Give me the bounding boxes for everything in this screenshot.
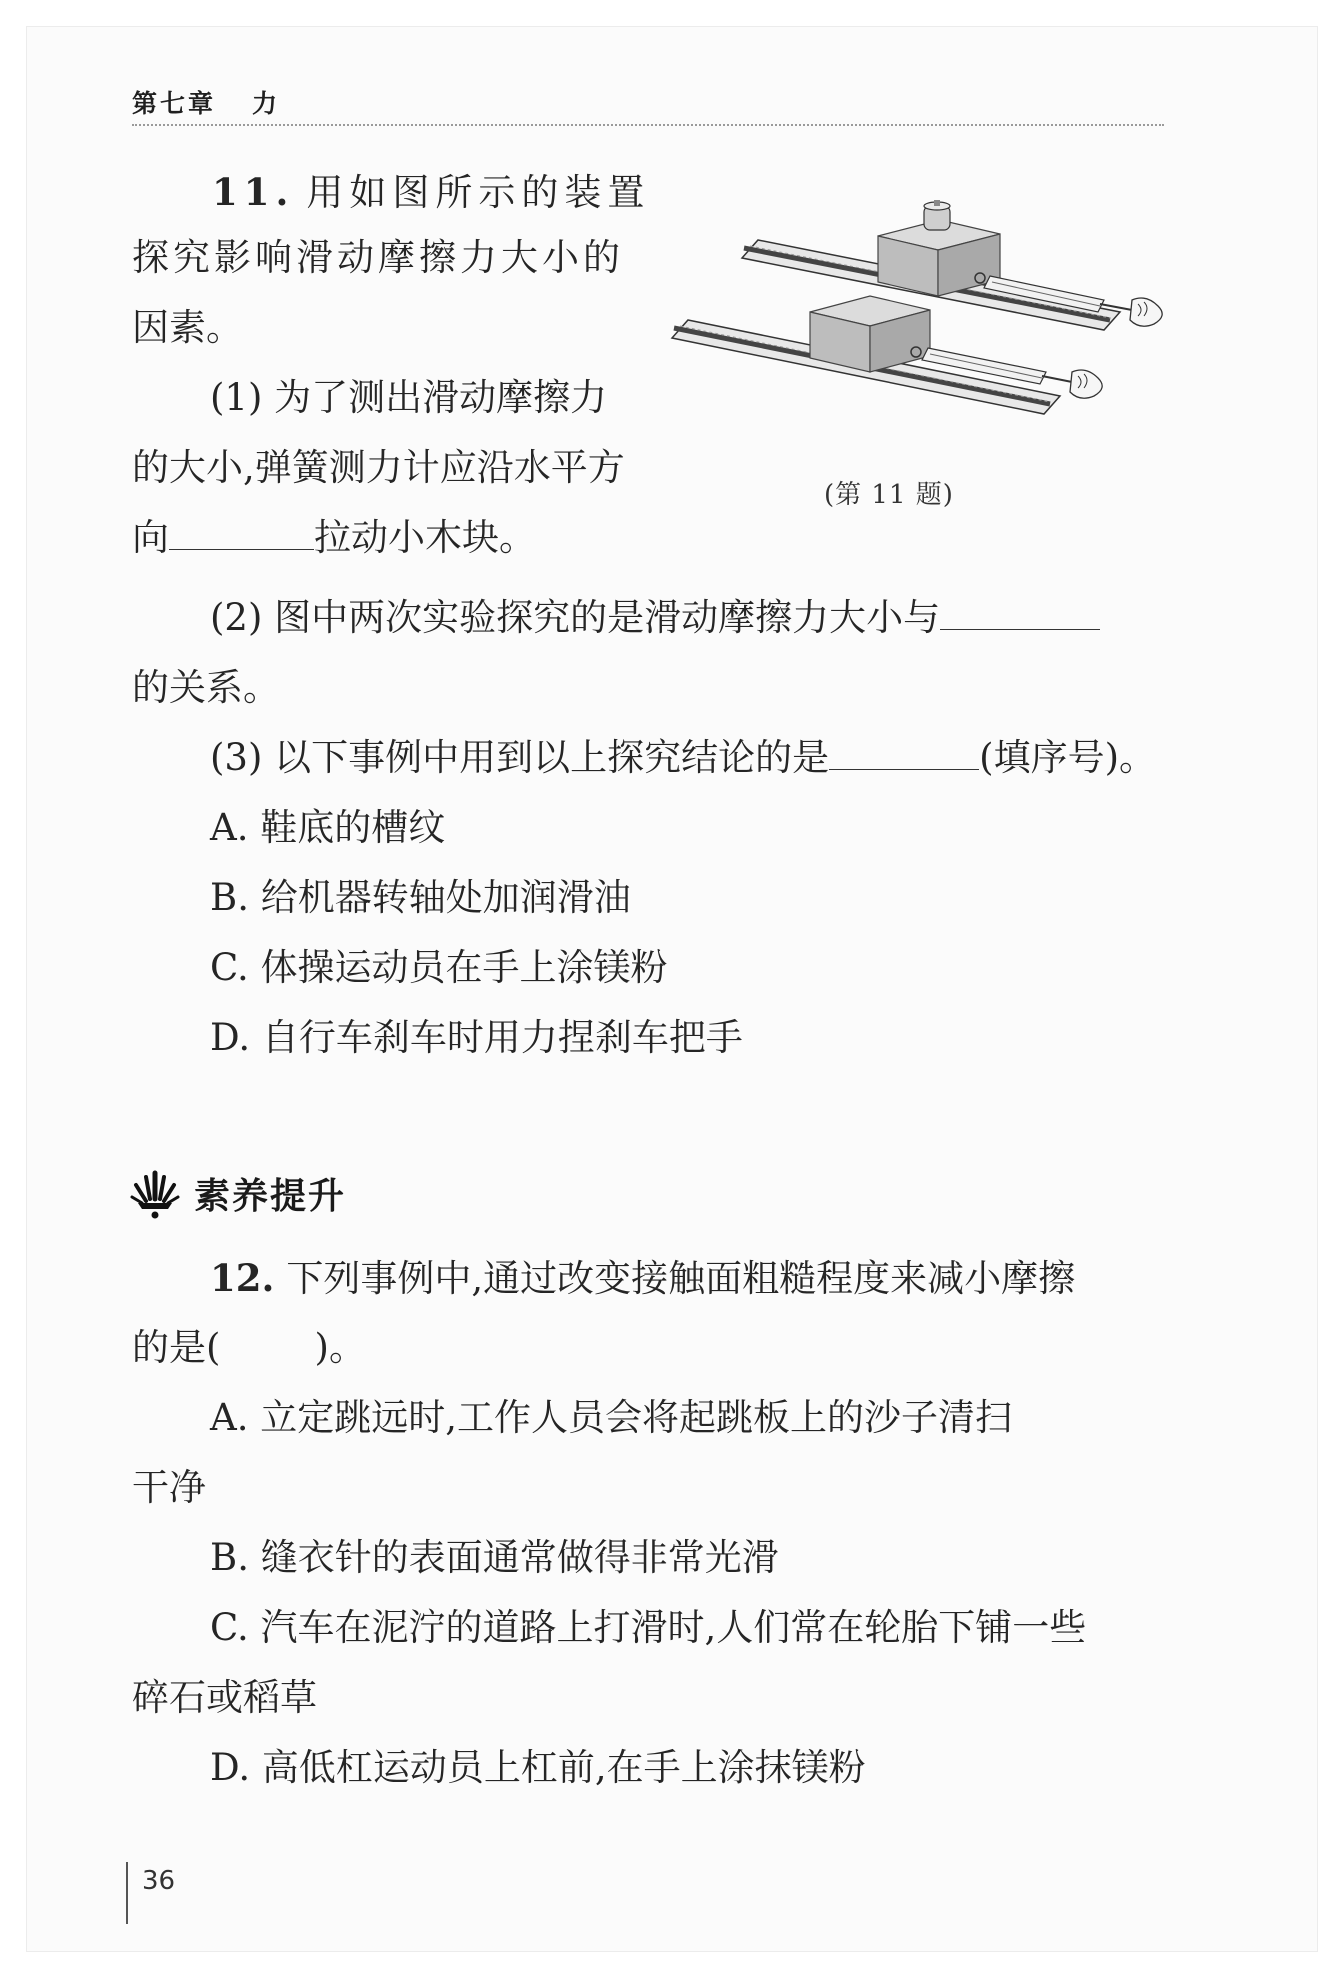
chapter-label: 第七章 (132, 89, 217, 118)
q11-number: 11. (212, 170, 295, 214)
q11-option-a: A. 鞋底的槽纹 (210, 806, 446, 849)
answer-blank-3[interactable] (829, 739, 979, 770)
q11-part2-line-2: 的关系。 (132, 666, 280, 709)
header-divider (132, 124, 1164, 126)
upper-apparatus (742, 200, 1162, 330)
page-number: 36 (142, 1866, 176, 1896)
q11-stem-line-2: 探究影响滑动摩擦力大小的 (132, 236, 624, 279)
q11-part1-line-2: 的大小,弹簧测力计应沿水平方 (132, 446, 625, 489)
q11-stem-line-3: 因素。 (132, 306, 243, 349)
footer-divider (126, 1862, 128, 1924)
q12-option-c-cont: 碎石或稻草 (132, 1676, 317, 1719)
chapter-header (132, 84, 280, 120)
q12-option-c: C. 汽车在泥泞的道路上打滑时,人们常在轮胎下铺一些 (210, 1606, 1087, 1649)
figure-caption: (第 11 题) (824, 480, 954, 510)
q12-number: 12. (210, 1256, 275, 1300)
q12-option-a: A. 立定跳远时,工作人员会将起跳板上的沙子清扫 (210, 1396, 1013, 1439)
q11-part2-line-1: (2) 图中两次实验探究的是滑动摩擦力大小与 (210, 596, 1100, 640)
q11-part1-line-1: (1) 为了测出滑动摩擦力 (210, 376, 608, 419)
answer-blank-2[interactable] (940, 599, 1100, 630)
q11-option-d: D. 自行车刹车时用力捏刹车把手 (210, 1016, 743, 1059)
q11-part1-line-3: 向 拉动小木块。 (132, 516, 536, 559)
q12-option-d: D. 高低杠运动员上杠前,在手上涂抹镁粉 (210, 1746, 866, 1789)
q12-stem-line-2: 的是( )。 (132, 1326, 366, 1369)
q11-option-b: B. 给机器转轴处加润滑油 (210, 876, 631, 919)
q11-part3: (3) 以下事例中用到以上探究结论的是 (填序号)。 (210, 736, 1157, 779)
crown-icon (128, 1169, 182, 1219)
q12-option-a-cont: 干净 (132, 1466, 206, 1509)
q12-stem-line-1: 12. 下列事例中,通过改变接触面粗糙程度来减小摩擦 (210, 1256, 1076, 1300)
section-heading (128, 1168, 346, 1219)
answer-blank-1[interactable] (169, 519, 314, 550)
q11-option-c: C. 体操运动员在手上涂镁粉 (210, 946, 668, 989)
chapter-title: 力 (252, 89, 281, 118)
q12-option-b: B. 缝衣针的表面通常做得非常光滑 (210, 1536, 779, 1579)
friction-apparatus-figure (670, 200, 1170, 440)
q11-stem-line-1: 11. 用如图所示的装置 (212, 170, 651, 214)
section-title: 素养提升 (194, 1176, 347, 1217)
